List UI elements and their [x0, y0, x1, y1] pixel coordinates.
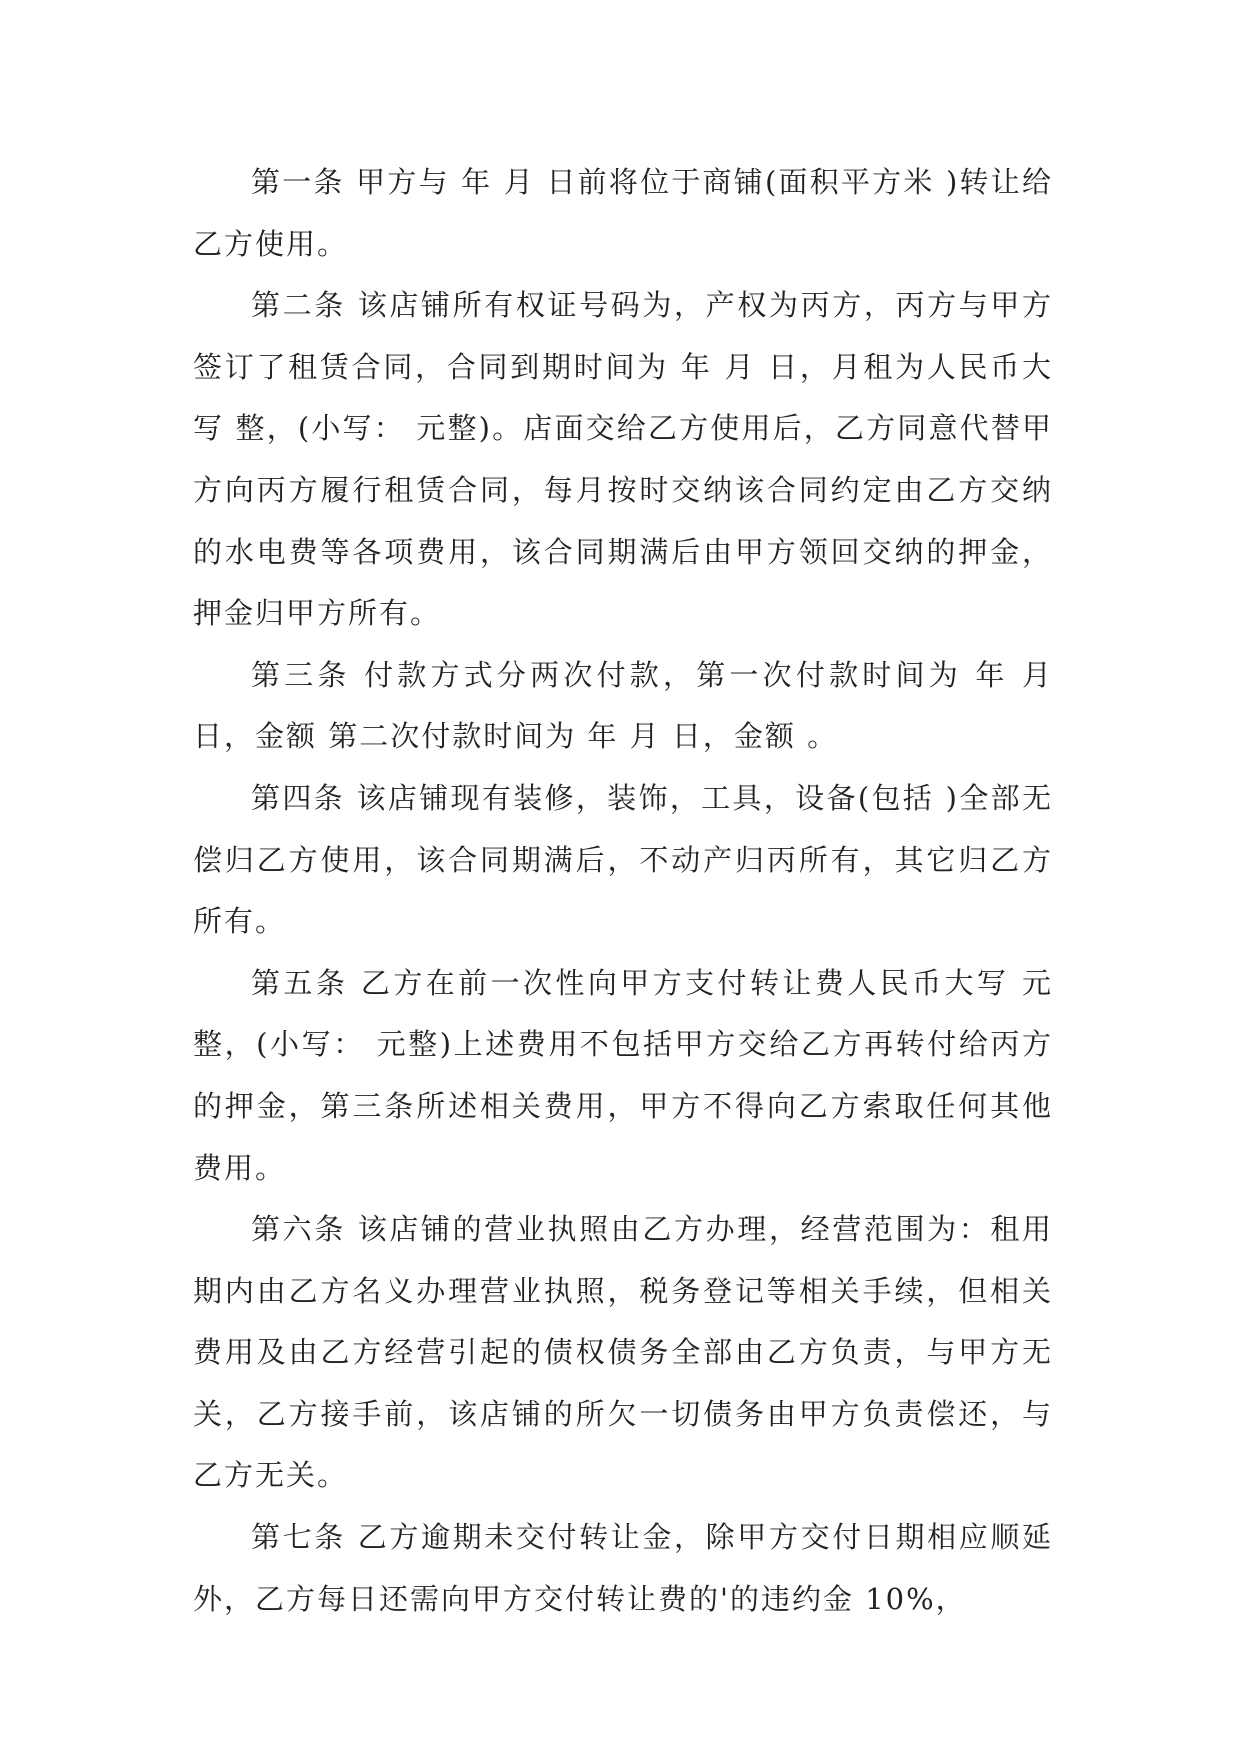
- clause-3: 第三条 付款方式分两次付款，第一次付款时间为 年 月 日，金额 第二次付款时间为 年 月 日，金额 。: [193, 657, 1053, 754]
- clause-2: 第二条 该店铺所有权证号码为，产权为丙方，丙方与甲方签订了租赁合同，合同到期时间为 年 月 日，月租为人民币大写 整，(小写： 元整)。店面交给乙方使用后，乙方同意代替甲方向丙方履行租赁合同，每月按时交纳该合同约定由乙方交纳的水电费等各项费用，该合同期满后由甲方领回交纳的押金，押金归甲方所有。: [193, 288, 1053, 631]
- clause-7: 第七条 乙方逾期未交付转让金，除甲方交付日期相应顺延外，乙方每日还需向甲方交付转让费的'的违约金 10%，: [193, 1520, 1053, 1616]
- clause-4: 第四条 该店铺现有装修，装饰，工具，设备(包括 )全部无偿归乙方使用，该合同期满后，不动产归丙所有，其它归乙方所有。: [193, 780, 1053, 939]
- clause-5: 第五条 乙方在前一次性向甲方支付转让费人民币大写 元整，(小写： 元整)上述费用不包括甲方交给乙方再转付给丙方的押金，第三条所述相关费用，甲方不得向乙方索取任何其他费用。: [193, 965, 1053, 1185]
- clause-6: 第六条 该店铺的营业执照由乙方办理，经营范围为：租用期内由乙方名义办理营业执照，税务登记等相关手续，但相关费用及由乙方经营引起的债权债务全部由乙方负责，与甲方无关，乙方接手前，该店铺的所欠一切债务由甲方负责偿还，与乙方无关。: [193, 1212, 1053, 1493]
- clause-1: 第一条 甲方与 年 月 日前将位于商铺(面积平方米 )转让给乙方使用。: [193, 165, 1053, 261]
- document-body: [193, 152, 1053, 1630]
